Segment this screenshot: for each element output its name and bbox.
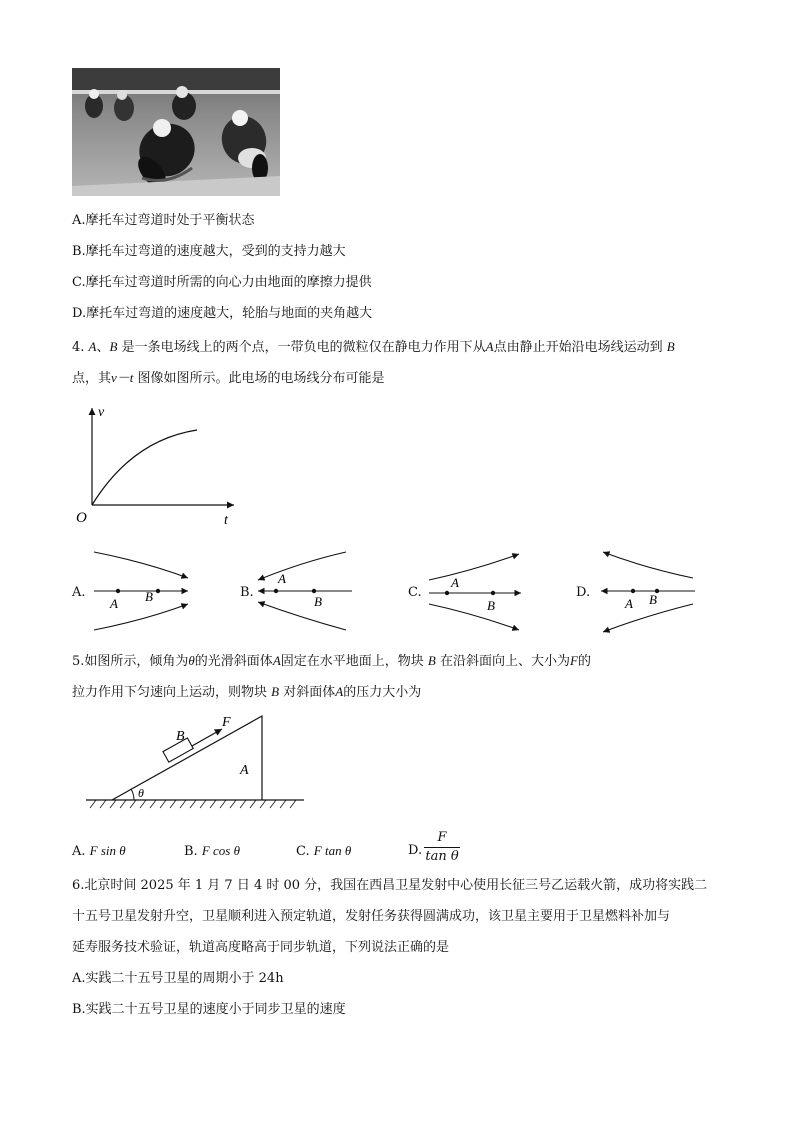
q4-option-d-diagram <box>595 548 705 636</box>
q5-stem-line1: 5.如图所示，倾角为θ的光滑斜面体A固定在水平地面上，物块 B 在沿斜面向上、大小为F的 <box>72 653 591 669</box>
incline-wedge <box>112 716 262 800</box>
option-c-point-b: B <box>487 598 495 613</box>
vt-curve <box>92 430 197 505</box>
origin-label: O <box>76 510 87 526</box>
theta-label: θ <box>138 786 144 800</box>
option-c-point-a: A <box>451 575 459 590</box>
q6-stem-line3: 延寿服务技术验证，轨道高度略高于同步轨道，下列说法正确的是 <box>72 940 450 955</box>
q6-stem-line2: 十五号卫星发射升空，卫星顺利进入预定轨道，发射任务获得圆满成功，该卫星主要用于卫星燃料补加与 <box>72 909 671 924</box>
t-axis-label: t <box>224 513 228 528</box>
wedge-a-label: A <box>240 763 249 778</box>
ground-hatching <box>90 800 296 808</box>
motorcycle-photo <box>72 68 280 196</box>
q3-option-c: C.摩托车过弯道时所需的向心力由地面的摩擦力提供 <box>72 275 372 290</box>
q5-option-d-fraction <box>424 830 460 865</box>
option-a-point-b: B <box>145 589 153 604</box>
q5-option-b: B. F cos θ <box>184 843 240 859</box>
q4-stem-line2: 点，其v－t 图像如图所示。此电场的电场线分布可能是 <box>72 370 385 386</box>
q4-option-b-label: B. <box>240 585 254 600</box>
option-a-point-a: A <box>110 596 118 611</box>
q5-option-d-label: D. <box>408 843 423 858</box>
q6-option-b: B.实践二十五号卫星的速度小于同步卫星的速度 <box>72 1002 346 1017</box>
fraction-numerator: F <box>437 830 447 845</box>
q6-option-a: A.实践二十五号卫星的周期小于 24h <box>72 971 284 986</box>
q4-option-b-diagram <box>252 548 362 636</box>
fraction-denominator: tan θ <box>425 849 459 864</box>
q4-option-a-label: A. <box>72 585 86 600</box>
option-b-point-b: B <box>314 594 322 609</box>
force-label: F <box>222 715 231 730</box>
option-d-point-b: B <box>649 592 657 607</box>
force-arrow <box>192 729 222 746</box>
q5-option-c: C. F tan θ <box>296 843 352 859</box>
q3-option-d: D.摩托车过弯道的速度越大，轮胎与地面的夹角越大 <box>72 306 373 321</box>
q3-option-b: B.摩托车过弯道的速度越大，受到的支持力越大 <box>72 244 346 259</box>
q4-option-a-diagram <box>90 548 200 636</box>
q4-option-c-label: C. <box>408 585 422 600</box>
option-d-point-a: A <box>625 596 633 611</box>
q5-incline-diagram <box>82 712 312 812</box>
v-axis-label: v <box>98 405 105 420</box>
q4-stem-line1: 4. A、B 是一条电场线上的两个点，一带负电的微粒仅在静电力作用下从A点由静止开始沿电场线运动到 B <box>72 339 675 355</box>
q6-stem-line1: 6.北京时间 2025 年 1 月 7 日 4 时 00 分，我国在西昌卫星发射中心使用长征三号乙运载火箭，成功将实践二 <box>72 878 708 893</box>
q5-option-a: A. F sin θ <box>72 843 126 859</box>
fraction-bar <box>424 847 460 848</box>
option-b-point-a: A <box>278 571 286 586</box>
block-b-label: B <box>176 729 185 744</box>
q4-option-c-diagram <box>425 548 535 636</box>
q3-option-a: A.摩托车过弯道时处于平衡状态 <box>72 213 255 228</box>
q5-stem-line2: 拉力作用下匀速向上运动，则物块 B 对斜面体A的压力大小为 <box>72 684 422 700</box>
q4-vt-graph <box>72 400 242 530</box>
q4-option-d-label: D. <box>576 585 591 600</box>
theta-arc <box>131 789 134 800</box>
